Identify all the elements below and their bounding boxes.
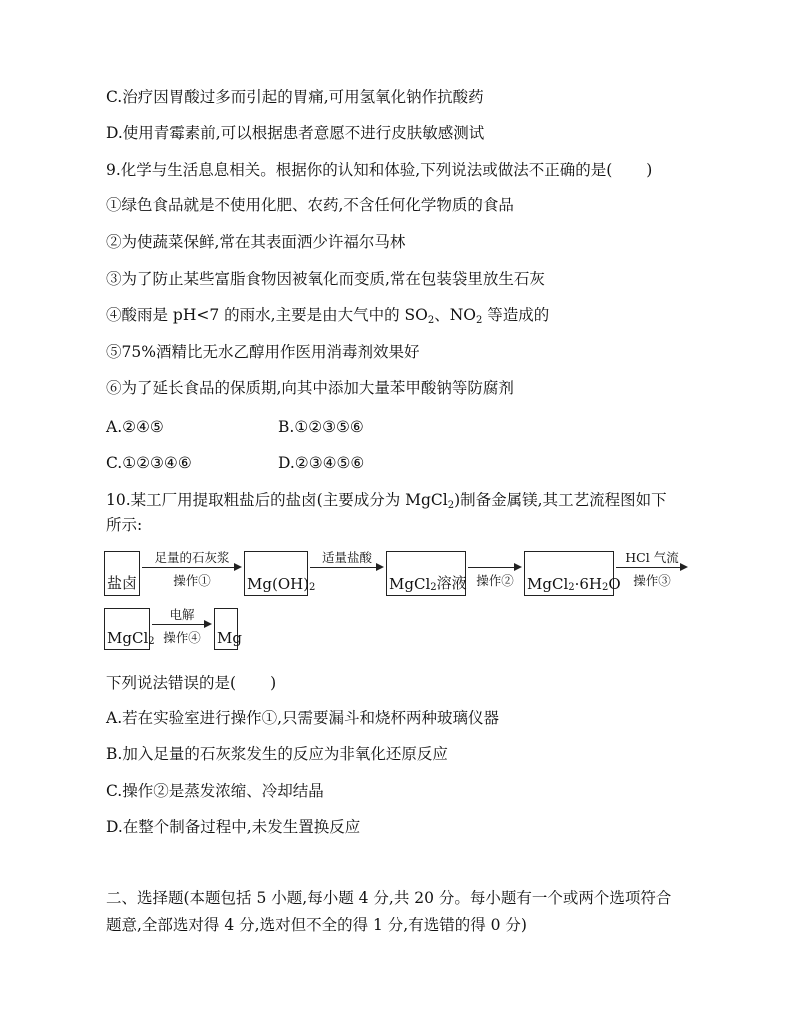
- flow-box-label: ·6H: [574, 575, 603, 593]
- arrow-shaft: [616, 567, 681, 568]
- subscript: 2: [427, 315, 435, 326]
- flow-arrow-5: [152, 605, 212, 645]
- subscript: 2: [148, 636, 155, 647]
- q10-option-c: C.操作②是蒸发浓缩、冷却结晶: [106, 782, 324, 800]
- flow-box-label: Mg: [217, 629, 242, 647]
- arrow-label-below: 操作①: [173, 573, 211, 588]
- q9-stem-close: ): [646, 161, 653, 179]
- arrow-label-above: HCl 气流: [625, 550, 679, 565]
- arrowhead-icon: [376, 563, 384, 571]
- flow-box-mgcl2: [104, 608, 155, 650]
- arrow-label-below: 操作④: [163, 630, 201, 645]
- q10-ask: [106, 672, 276, 694]
- section-2-heading-line2: 题意,全部选对得 4 分,选对但不全的得 1 分,有选错的得 0 分): [106, 916, 527, 934]
- q9-option-c: C.①②③④⑥: [106, 454, 192, 472]
- q9-item-5: ⑤75%酒精比无水乙醇用作医用消毒剂效果好: [106, 343, 420, 361]
- subscript: 2: [475, 315, 483, 326]
- q9-item-4-text: 等造成的: [482, 306, 550, 324]
- flow-box-label: MgCl: [389, 575, 431, 593]
- arrow-shaft: [310, 567, 377, 568]
- q9-stem-text: 9.化学与生活息息相关。根据你的认知和体验,下列说法或做法不正确的是(: [106, 161, 613, 179]
- arrow-label-above: 适量盐酸: [321, 550, 372, 565]
- q8-option-d: D.使用青霉素前,可以根据患者意愿不进行皮肤敏感测试: [106, 124, 485, 142]
- q10-stem: [106, 489, 667, 517]
- flow-box-brine: [104, 551, 140, 596]
- flow-box-label: O: [608, 575, 621, 593]
- flow-box-label: 盐卤: [107, 574, 138, 592]
- q9-item-4-text: 、NO: [434, 306, 476, 324]
- q8-option-c: C.治疗因胃酸过多而引起的胃痛,可用氢氧化钠作抗酸药: [106, 88, 484, 106]
- flow-box-label: Mg(OH): [247, 575, 310, 593]
- arrowhead-icon: [680, 563, 688, 571]
- flow-arrow-2: [310, 548, 384, 588]
- q10-stem-text: 10.某工厂用提取粗盐后的盐卤(主要成分为 MgCl: [106, 491, 448, 509]
- q9-item-2: ②为使蔬菜保鲜,常在其表面洒少许福尔马林: [106, 233, 406, 251]
- q9-item-3: ③为了防止某些富脂食物因被氧化而变质,常在包装袋里放生石灰: [106, 270, 545, 288]
- arrow-label-below: 操作②: [476, 573, 514, 588]
- flow-arrow-4: [616, 548, 688, 588]
- q10-option-d: D.在整个制备过程中,未发生置换反应: [106, 818, 361, 836]
- q10-option-a: A.若在实验室进行操作①,只需要漏斗和烧杯两种玻璃仪器: [106, 709, 500, 727]
- q9-stem: [106, 159, 652, 181]
- arrowhead-icon: [514, 563, 522, 571]
- flow-box-mgcl2-solution: [386, 551, 466, 596]
- q10-option-b: B.加入足量的石灰浆发生的反应为非氧化还原反应: [106, 745, 448, 763]
- q9-item-6: ⑥为了延长食品的保质期,向其中添加大量苯甲酸钠等防腐剂: [106, 379, 514, 397]
- flow-box-label: 溶液: [436, 574, 467, 592]
- subscript: 2: [309, 582, 316, 593]
- q10-stem-line2: 所示:: [106, 516, 143, 534]
- subscript: 2: [568, 582, 575, 593]
- arrow-shaft: [152, 624, 205, 625]
- subscript: 2: [430, 582, 437, 593]
- q10-stem-text: )制备金属镁,其工艺流程图如下: [454, 491, 667, 509]
- arrowhead-icon: [204, 620, 212, 628]
- flow-box-label: MgCl: [107, 629, 149, 647]
- arrow-shaft: [142, 567, 235, 568]
- flow-box-mgcl2-hydrate: [524, 551, 621, 596]
- q10-ask-text: 下列说法错误的是(: [106, 674, 237, 692]
- subscript: 2: [447, 500, 455, 511]
- q9-option-a: A.②④⑤: [106, 418, 164, 436]
- flow-box-label: MgCl: [527, 575, 569, 593]
- flow-arrow-1: [142, 548, 242, 588]
- arrow-label-above: 足量的石灰浆: [154, 550, 230, 565]
- flow-arrow-3: [468, 548, 522, 588]
- section-2-heading: 二、选择题(本题包括 5 小题,每小题 4 分,共 20 分。每小题有一个或两个选项符合: [106, 889, 672, 907]
- q9-item-1: ①绿色食品就是不使用化肥、农药,不含任何化学物质的食品: [106, 196, 514, 214]
- flow-box-mg: [214, 608, 242, 650]
- q9-option-b: B.①②③⑤⑥: [278, 418, 364, 436]
- q9-item-4: [106, 304, 549, 332]
- q9-item-4-text: ④酸雨是 pH<7 的雨水,主要是由大气中的 SO: [106, 306, 428, 324]
- process-flow-diagram: [104, 548, 704, 658]
- q9-option-d: D.②③④⑤⑥: [278, 454, 365, 472]
- arrow-label-below: 操作③: [633, 573, 671, 588]
- arrowhead-icon: [234, 563, 242, 571]
- q10-ask-close: ): [270, 674, 277, 692]
- subscript: 2: [602, 582, 609, 593]
- flow-box-mg-oh2: [244, 551, 316, 596]
- arrow-shaft: [468, 567, 515, 568]
- arrow-label-above: 电解: [169, 607, 195, 622]
